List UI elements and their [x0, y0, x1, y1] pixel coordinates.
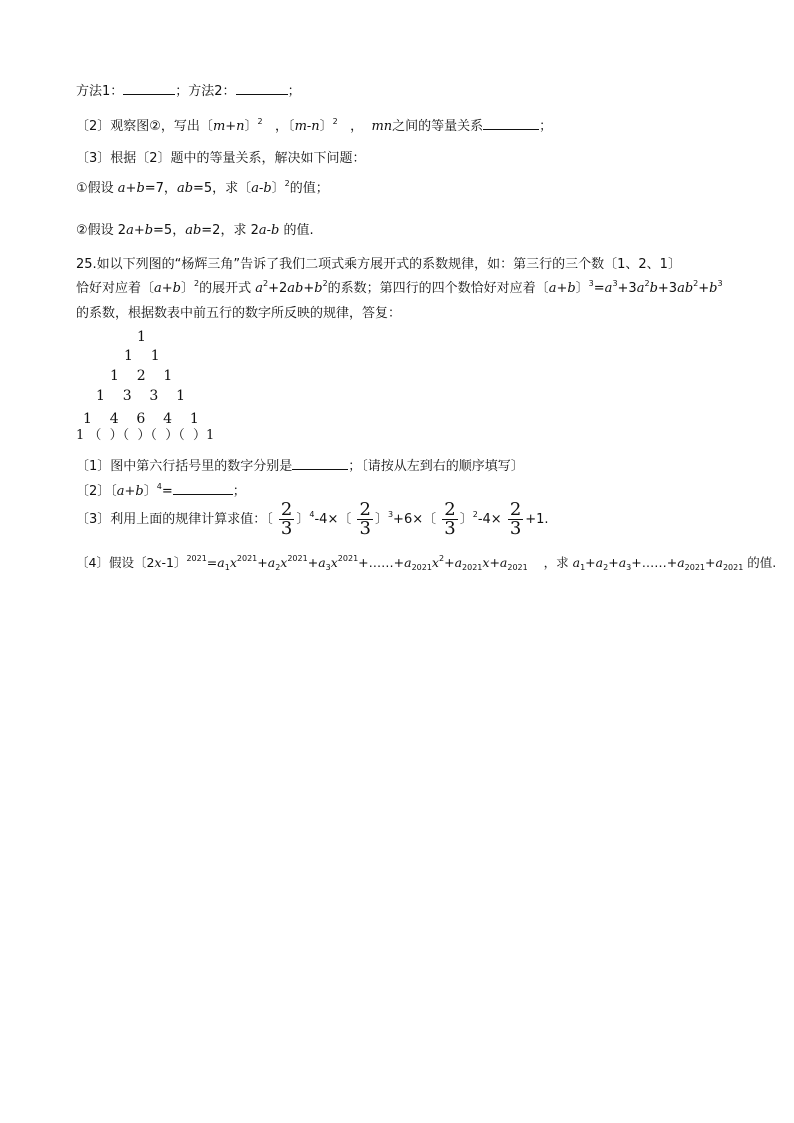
- question-3-line: 〔3〕根据〔2〕题中的等量关系，解决如下问题：: [76, 151, 366, 166]
- triangle-row-1: 1: [137, 329, 146, 345]
- case-2-line: ②假设 2a+b=5，ab=2，求 2a-b 的值.: [76, 223, 314, 238]
- triangle-row-5: 1 4 6 4 1: [83, 411, 199, 427]
- method1-blank[interactable]: [123, 82, 175, 95]
- sixth-row-blank[interactable]: [292, 457, 348, 470]
- sub-question-1-line: 〔1〕图中第六行括号里的数字分别是 ；〔请按从左到右的顺序填写〕: [76, 459, 524, 474]
- triangle-row-3: 1 2 1: [110, 368, 173, 384]
- sub-question-3-line: 〔3〕利用上面的规律计算求值：〔 $\frac{2}{3}$ 〕$^4$-4×〔 $\frac{2}{3}$ 〕$^3$+6×〔 $\frac{2}{3}$ 〕$^2$-4× $\frac{2}{3}$ +1.: [76, 499, 549, 539]
- case-1-line: ①假设 a+b=7，ab=5，求〔a-b〕$^2$的值；: [76, 179, 329, 196]
- triangle-row-2: 1 1: [124, 348, 160, 364]
- problem-25-line-1: 25.如以下列图的“杨辉三角”告诉了我们二项式乘方展开式的系数规律，如：第三行的三个数〔1、2、1〕: [76, 257, 681, 272]
- problem-25-line-3: 的系数，根据数表中前五行的数字所反映的规律，答复：: [76, 306, 402, 321]
- fraction-two-thirds: $\frac{2}{3}$: [359, 499, 371, 539]
- problem-25-line-2: 恰好对应着〔a+b〕$^2$的展开式 $a^2+2ab+b^2$的系数；第四行的四个数恰好对应着〔a+b〕$^3=a^3+3a^2b+3ab^2+b^3$: [76, 279, 723, 296]
- fraction-two-thirds: $\frac{2}{3}$: [509, 499, 522, 539]
- relation-blank[interactable]: [483, 117, 539, 130]
- expansion-blank[interactable]: [173, 482, 233, 495]
- triangle-row-6: 1 （ ）（ ）（ ）（ ）1: [76, 428, 215, 443]
- methods-line: 方法1： ；方法2： ；: [76, 84, 301, 99]
- fraction-two-thirds: $\frac{2}{3}$: [280, 499, 293, 539]
- triangle-row-4: 1 3 3 1: [96, 388, 186, 404]
- method1-label: 方法1：: [76, 84, 124, 99]
- question-2-line: 〔2〕观察图②，写出〔m+n〕$^2$ ，〔m-n〕$^2$ ， mn之间的等量关系 ；: [76, 117, 553, 134]
- method2-blank[interactable]: [236, 82, 288, 95]
- fraction-two-thirds: $\frac{2}{3}$: [444, 499, 456, 539]
- sub-question-4-line: 〔4〕假设〔2x-1〕$^{2021}=a_1x^{2021}+a_2x^{2021}+a_3x^{2021}+\dots\dots+a_{2021}x^2+a_{2021}x+a_{2021}$ ，求 $a_1+a_2+a_3+\dots\dots+a_{2021}+a_{2021}$ 的值.: [76, 554, 777, 572]
- method2-label: ；方法2：: [175, 84, 236, 99]
- sub-question-2-line: 〔2〕〔a+b〕$^4$= ；: [76, 482, 246, 499]
